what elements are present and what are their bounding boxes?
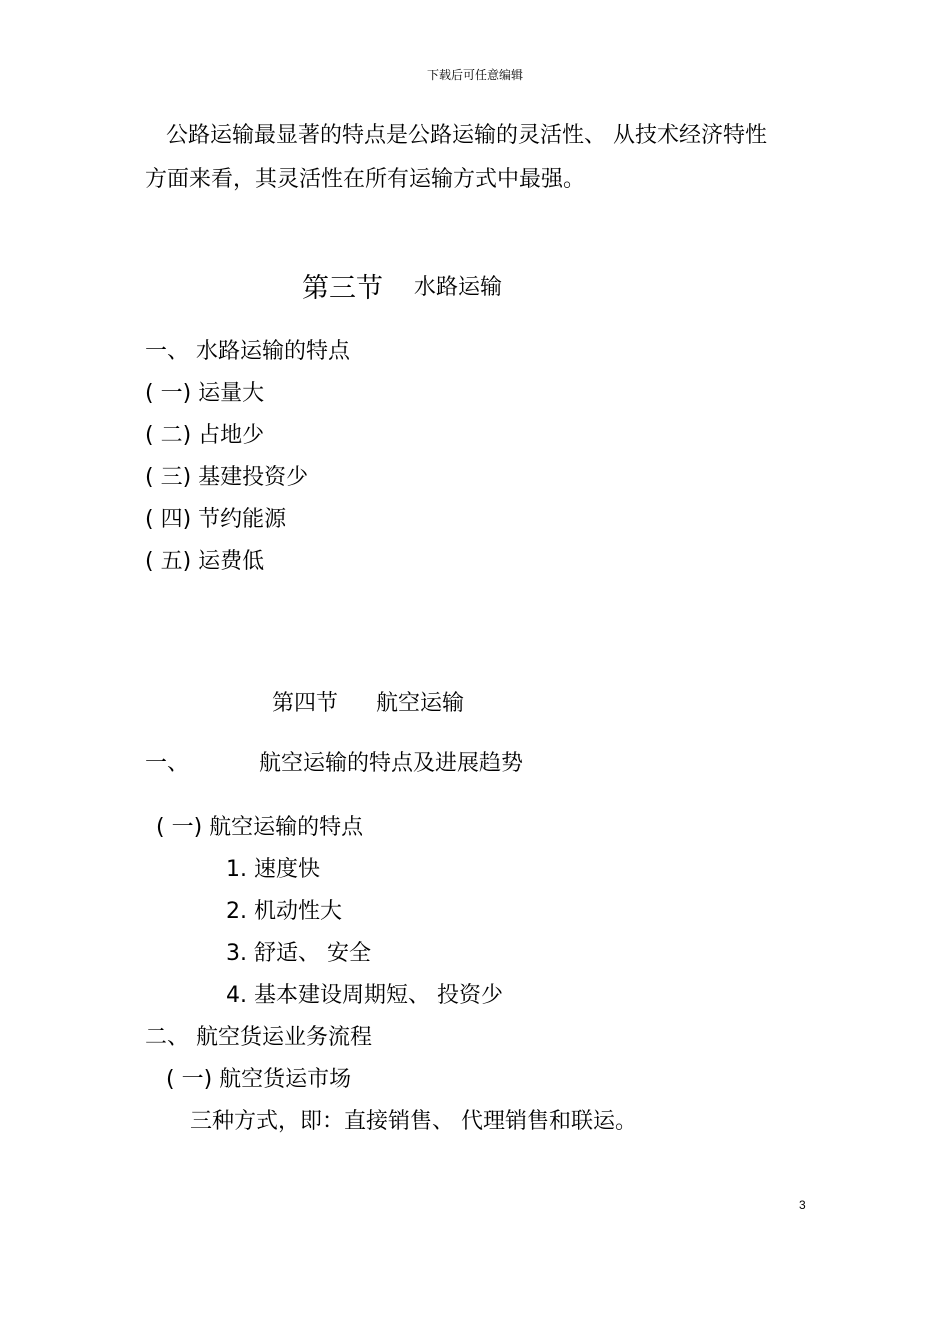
page-header: 下载后可任意编辑 <box>426 68 523 82</box>
section-4-heading-2: 二、 航空货运业务流程 <box>145 1025 372 1050</box>
page-number: 3 <box>799 1198 806 1212</box>
list-item: ( 一) 运量大 <box>145 381 265 406</box>
section-3-title: 水路运输 <box>414 275 503 300</box>
list-item: ( 三) 基建投资少 <box>145 465 309 490</box>
intro-line-1: 公路运输最显著的特点是公路运输的灵活性、 从技术经济特性 <box>166 123 767 148</box>
paragraph: 三种方式，即：直接销售、 代理销售和联运。 <box>190 1109 637 1134</box>
section-4-heading-number: 一、 <box>145 751 190 776</box>
list-item: ( 二) 占地少 <box>145 423 265 448</box>
list-item: 1. 速度快 <box>226 857 320 882</box>
section-4-number: 第四节 <box>272 691 339 716</box>
subheading: ( 一) 航空运输的特点 <box>156 815 364 840</box>
intro-line-2: 方面来看，其灵活性在所有运输方式中最强。 <box>145 167 586 192</box>
subheading: ( 一) 航空货运市场 <box>166 1067 352 1092</box>
list-item: 2. 机动性大 <box>226 899 342 924</box>
list-item: ( 四) 节约能源 <box>145 507 287 532</box>
list-item: 3. 舒适、 安全 <box>226 941 371 966</box>
list-item: 4. 基本建设周期短、 投资少 <box>226 983 503 1008</box>
section-4-heading-text: 航空运输的特点及进展趋势 <box>259 751 524 776</box>
section-3-heading: 一、 水路运输的特点 <box>145 339 350 364</box>
section-3-number: 第三节 <box>302 273 383 304</box>
list-item: ( 五) 运费低 <box>145 549 265 574</box>
section-4-title: 航空运输 <box>376 691 465 716</box>
